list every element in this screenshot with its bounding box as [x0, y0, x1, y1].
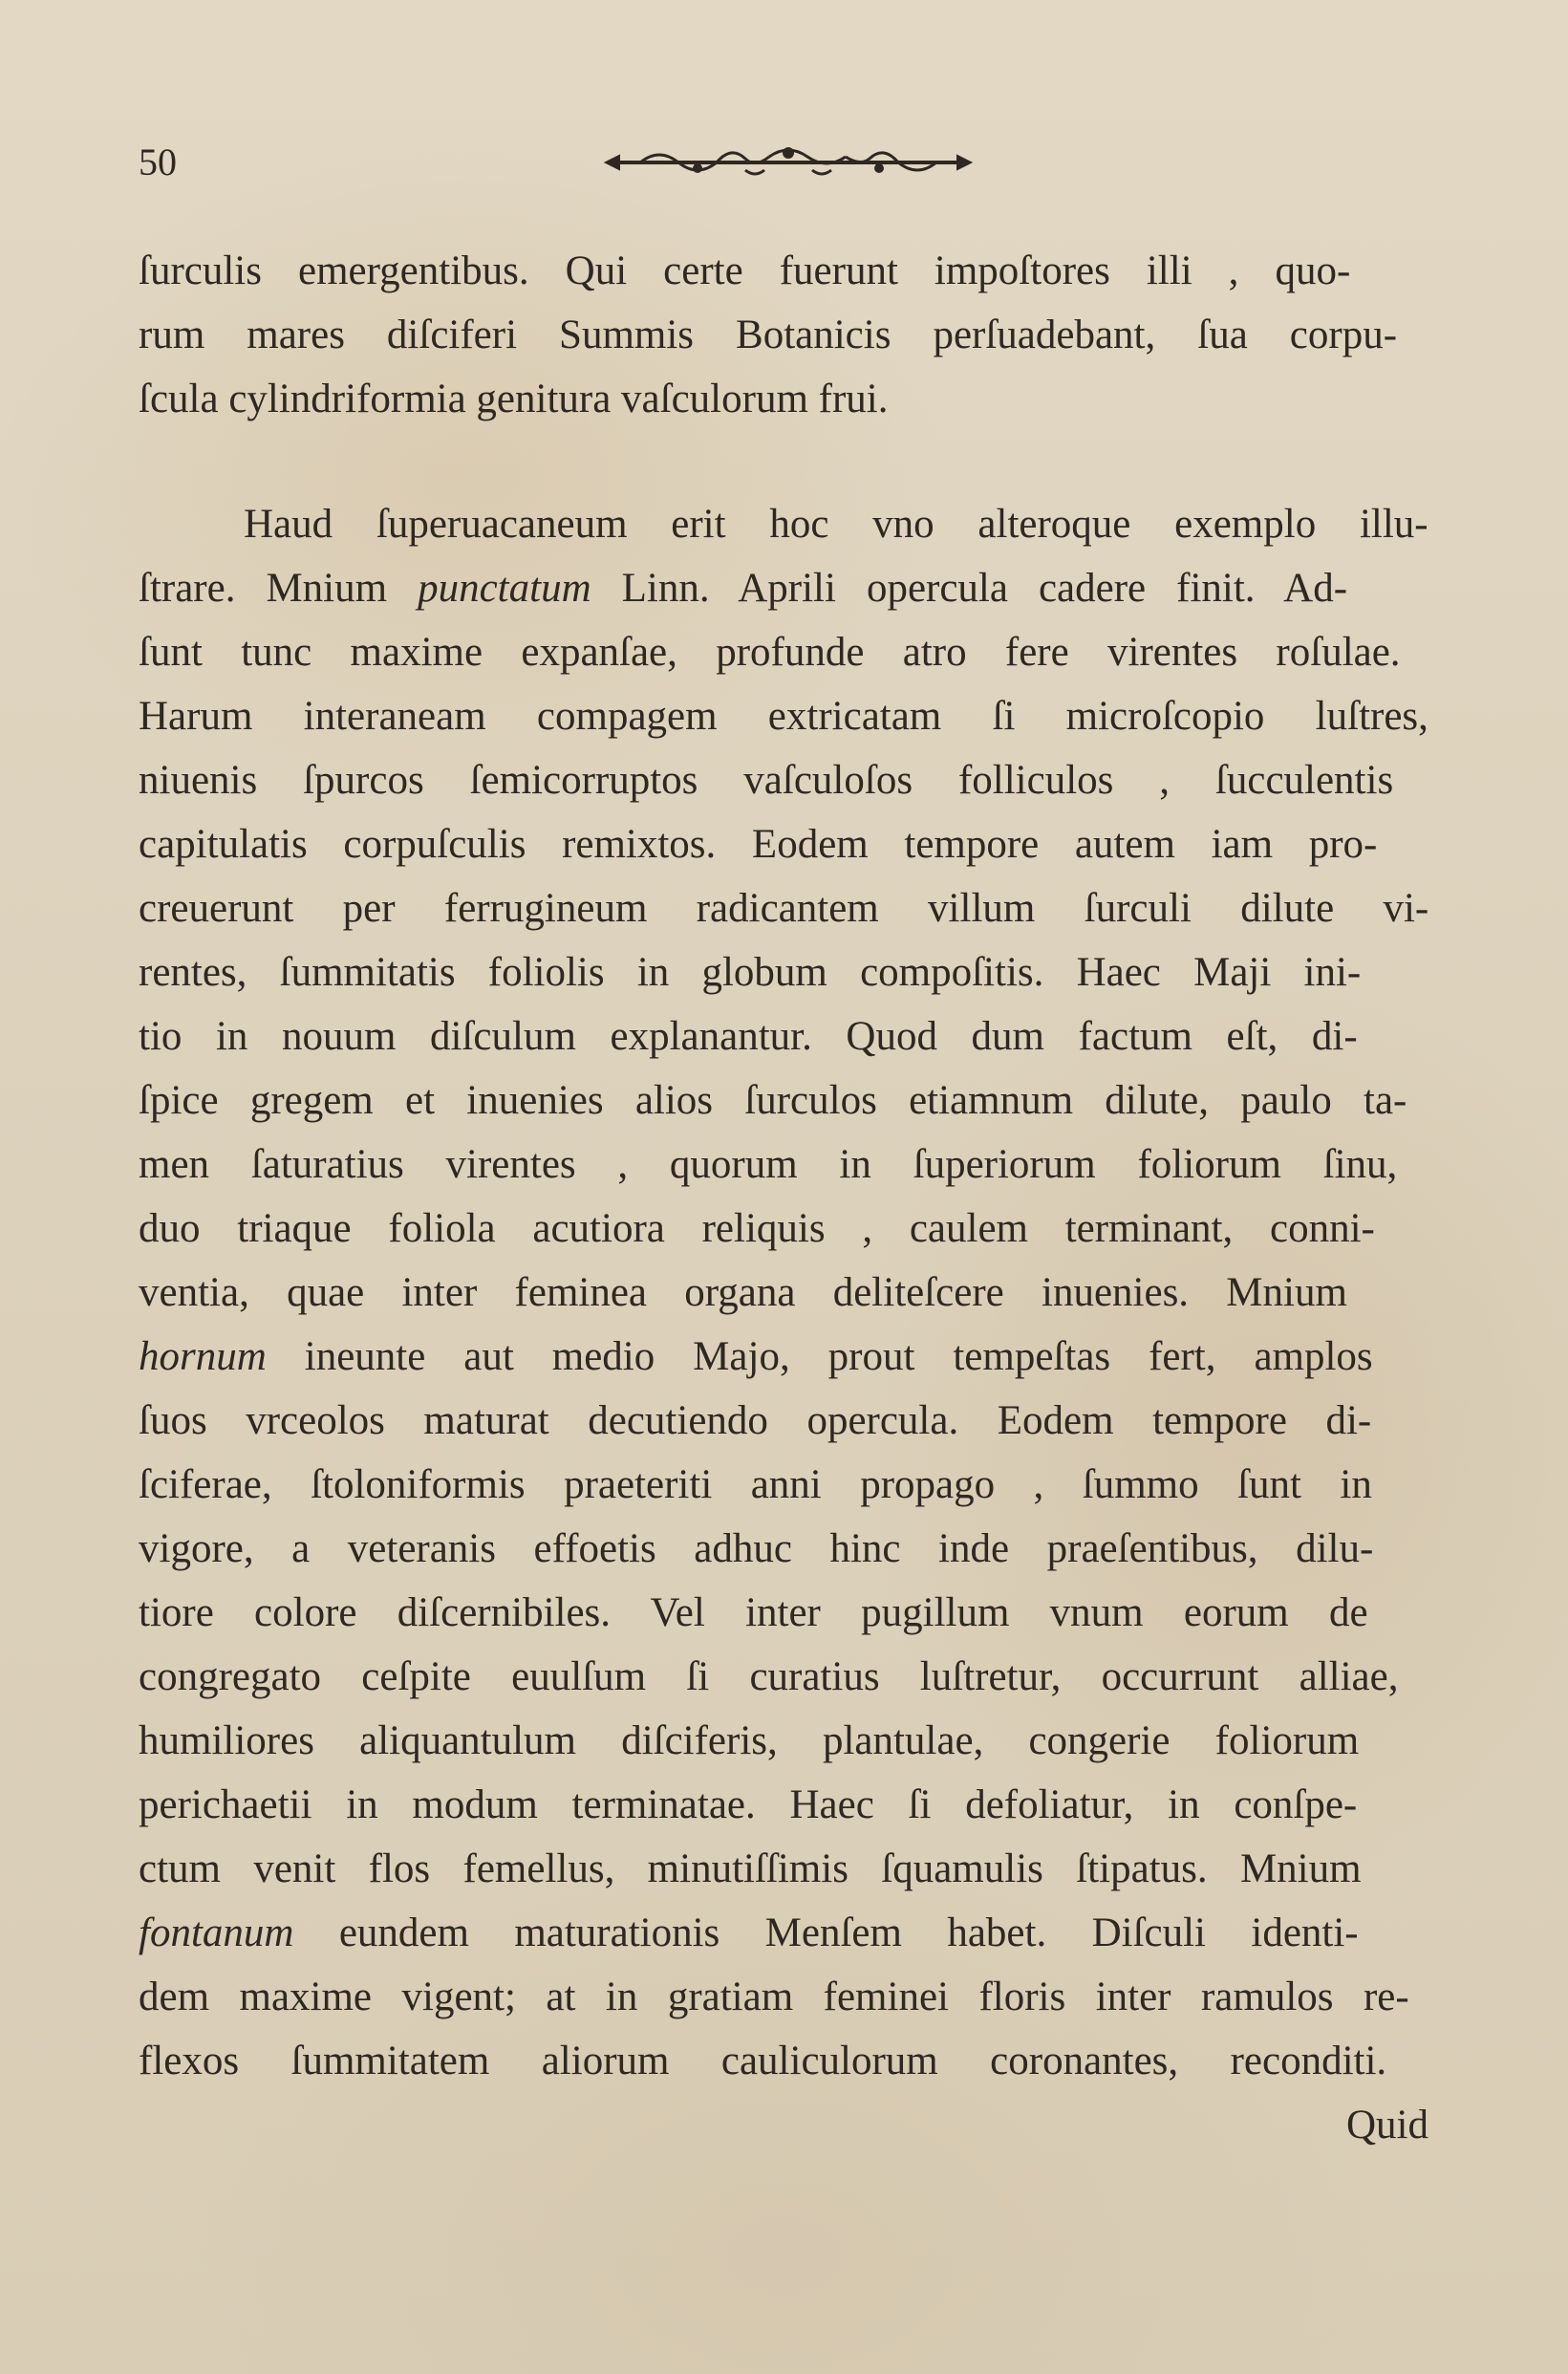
text-line: creuerunt per ferrugineum radicantem villum ſurculi dilute vi-: [139, 886, 1429, 931]
text-line: ſunt tunc maxime expanſae, profunde atro fere virentes roſulae.: [139, 630, 1401, 675]
text-line: fontanum eundem maturationis Menſem habet. Diſculi identi-: [139, 1910, 1359, 1955]
text-line: rum mares diſciferi Summis Botanicis perſuadebant, ſua corpu-: [139, 313, 1398, 357]
text-line: niuenis ſpurcos ſemicorruptos vaſculoſos folliculos , ſucculentis: [139, 758, 1394, 803]
text-line: Harum interaneam compagem extricatam ſi microſcopio luſtres,: [139, 694, 1428, 739]
text-line: flexos ſummitatem aliorum cauliculorum coronantes, reconditi.: [139, 2039, 1387, 2083]
species-name: hornum: [139, 1334, 267, 1379]
text-line: tiore colore diſcernibiles. Vel inter pugillum vnum eorum de: [139, 1590, 1368, 1635]
text-line: perichaetii in modum terminatae. Haec ſi defoliatur, in conſpe-: [139, 1782, 1358, 1827]
species-name: fontanum: [139, 1910, 294, 1955]
page-number: 50: [139, 140, 177, 183]
paragraph-gap: [139, 431, 1428, 492]
text-line: humiliores aliquantulum diſciferis, plantulae, congerie foliorum: [139, 1718, 1360, 1763]
text-line: duo triaque foliola acutiora reliquis , caulem terminant, conni-: [139, 1206, 1375, 1251]
text-line: ctum venit flos femellus, minutiſſimis ſquamulis ſtipatus. Mnium: [139, 1846, 1362, 1891]
text-line: ſpice gregem et inuenies alios ſurculos etiamnum dilute, paulo ta-: [139, 1078, 1407, 1123]
catchword: Quid: [1346, 2103, 1428, 2147]
text-line: tio in nouum diſculum explanantur. Quod dum factum eſt, di-: [139, 1014, 1358, 1059]
text-line: hornum ineunte aut medio Majo, prout tempeſtas fert, amplos: [139, 1334, 1373, 1379]
species-name: punctatum: [418, 566, 591, 611]
text-line: ſuos vrceolos maturat decutiendo opercula. Eodem tempore di-: [139, 1398, 1372, 1443]
text-line: vigore, a veteranis effoetis adhuc hinc inde praeſentibus, dilu-: [139, 1526, 1374, 1571]
decorative-scroll-ornament-icon: [602, 143, 975, 182]
text-line: rentes, ſummitatis foliolis in globum compoſitis. Haec Maji ini-: [139, 950, 1362, 995]
text-line: ſciferae, ſtoloniformis praeteriti anni propago , ſummo ſunt in: [139, 1462, 1372, 1507]
text-line: Haud ſuperuacaneum erit hoc vno alteroque exemplo illu-: [244, 502, 1428, 547]
text-line: ſcula cylindriformia genitura vaſculorum frui.: [139, 377, 889, 421]
text-line: men ſaturatius virentes , quorum in ſuperiorum foliorum ſinu,: [139, 1142, 1398, 1187]
text-line: dem maxime vigent; at in gratiam feminei floris inter ramulos re-: [139, 1975, 1409, 2019]
body-text: [139, 239, 1428, 2157]
text-line: ſtrare. Mnium punctatum Linn. Aprili opercula cadere finit. Ad-: [139, 566, 1348, 611]
text-line: ſurculis emergentibus. Qui certe fuerunt impoſtores illi , quo-: [139, 248, 1351, 293]
text-line: congregato ceſpite euulſum ſi curatius luſtretur, occurrunt alliae,: [139, 1654, 1399, 1699]
text-line: ventia, quae inter feminea organa deliteſcere inuenies. Mnium: [139, 1270, 1347, 1315]
text-line: capitulatis corpuſculis remixtos. Eodem tempore autem iam pro-: [139, 822, 1378, 867]
